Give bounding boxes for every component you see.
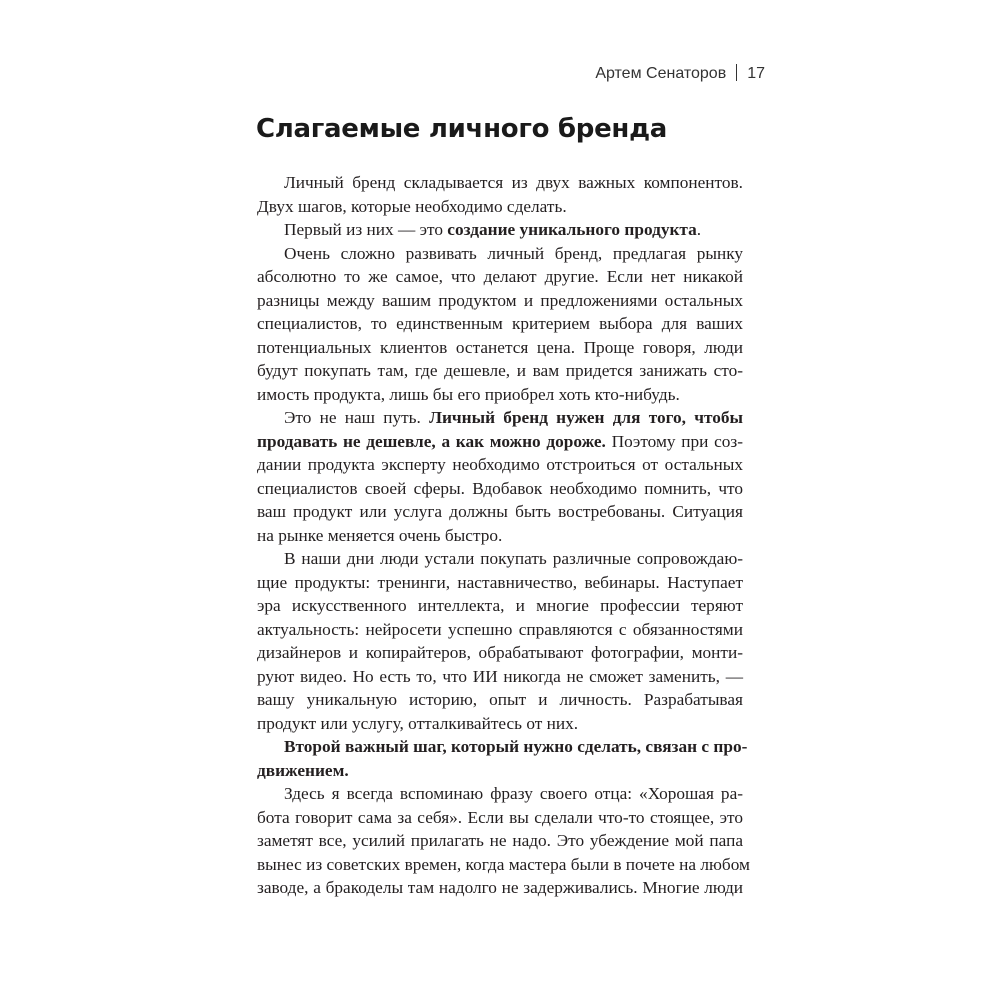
text-line	[257, 453, 743, 477]
text-segment: вынес из советских времен, когда мастера были в почете на любом	[257, 854, 750, 874]
text-line	[257, 171, 743, 195]
page-number: 17	[747, 65, 765, 82]
text-line	[257, 500, 743, 524]
text-line	[257, 312, 743, 336]
text-line	[257, 195, 743, 219]
text-segment: щие продукты: тренинги, наставничество, вебинары. Наступает	[257, 572, 743, 592]
text-line	[257, 477, 743, 501]
text-line	[257, 782, 743, 806]
text-line	[257, 218, 743, 242]
text-line	[257, 547, 743, 571]
section-title: Слагаемые личного бренда	[256, 114, 668, 144]
text-line	[257, 641, 743, 665]
text-segment: Первый из них — это	[284, 220, 448, 239]
text-line	[257, 853, 750, 877]
text-line	[257, 688, 743, 712]
text-segment: дании продукта эксперту необходимо отстроиться от остальных	[257, 455, 743, 474]
text-segment: продукт или услугу, отталкивайтесь от них.	[257, 713, 579, 733]
text-line	[257, 665, 743, 689]
running-head	[595, 64, 765, 83]
text-segment: заметят все, усилий прилагать не надо. Это убеждение мой папа	[257, 831, 743, 850]
text-segment: вашу уникальную историю, опыт и личность. Разрабатывая	[257, 690, 743, 709]
text-line	[257, 524, 743, 548]
text-line	[257, 383, 743, 407]
text-line	[257, 735, 748, 759]
header-divider	[736, 64, 737, 81]
text-segment: разницы между вашим продуктом и предложениями остальных	[257, 290, 743, 310]
bold-text: Второй важный шаг, который нужно сделать, связан с про-	[284, 737, 748, 756]
text-segment: В наши дни люди устали покупать различные сопровождаю-	[284, 549, 743, 568]
body-text	[257, 171, 750, 900]
text-line	[257, 242, 743, 266]
text-line	[257, 430, 743, 454]
text-line	[257, 876, 743, 900]
text-segment: дизайнеров и копирайтеров, обрабатывают фотографии, монти-	[257, 643, 743, 662]
text-segment: .	[696, 220, 702, 239]
text-segment: имость продукта, лишь бы его приобрел хоть кто-нибудь.	[257, 384, 680, 404]
text-segment: специалистов, то единственным критерием выбора для ваших	[257, 314, 743, 333]
text-line	[257, 829, 743, 853]
author-name: Артем Сенаторов	[595, 65, 727, 82]
text-line	[257, 806, 743, 830]
text-line	[257, 759, 743, 783]
text-segment: Поэтому при соз-	[605, 431, 743, 451]
bold-text: движением.	[257, 760, 349, 780]
text-line	[257, 406, 743, 430]
text-segment: абсолютно то же самое, что делают другие. Если нет никакой	[257, 267, 743, 286]
text-line	[257, 336, 743, 360]
bold-text: Личный бренд нужен для того, чтобы	[429, 408, 743, 427]
text-segment: специалистов своей сферы. Вдобавок необходимо помнить, что	[257, 478, 743, 498]
text-segment: Здесь я всегда вспоминаю фразу своего отца: «Хорошая ра-	[284, 784, 743, 803]
bold-text: создание уникального продукта	[447, 220, 697, 239]
text-line	[257, 618, 743, 642]
text-line	[257, 571, 743, 595]
text-line	[257, 289, 743, 313]
text-segment: Это не наш путь.	[284, 408, 430, 427]
text-segment: ваш продукт или услуга должны быть востребованы. Ситуация	[257, 502, 743, 521]
text-segment: Очень сложно развивать личный бренд, предлагая рынку	[284, 243, 743, 263]
text-segment: заводе, а бракоделы там надолго не задерживались. Многие люди	[257, 878, 743, 897]
text-segment: Личный бренд складывается из двух важных компонентов.	[284, 173, 743, 192]
text-line	[257, 594, 743, 618]
text-segment: потенциальных клиентов останется цена. Проще говоря, люди	[257, 337, 743, 357]
text-segment: бота говорит сама за себя». Если вы сделали что-то стоящее, это	[257, 807, 743, 827]
text-segment: на рынке меняется очень быстро.	[257, 525, 503, 545]
text-line	[257, 712, 743, 736]
text-segment: Двух шагов, которые необходимо сделать.	[257, 196, 567, 216]
text-segment: актуальность: нейросети успешно справляются с обязанностями	[257, 619, 743, 639]
bold-text: продавать не дешевле, а как можно дороже.	[257, 431, 606, 451]
text-segment: эра искусственного интеллекта, и многие профессии теряют	[257, 596, 743, 615]
text-line	[257, 359, 743, 383]
text-segment: руют видео. Но есть то, что ИИ никогда не сможет заменить, —	[257, 666, 743, 686]
text-line	[257, 265, 743, 289]
text-segment: будут покупать там, где дешевле, и вам придется занижать сто-	[257, 361, 743, 380]
